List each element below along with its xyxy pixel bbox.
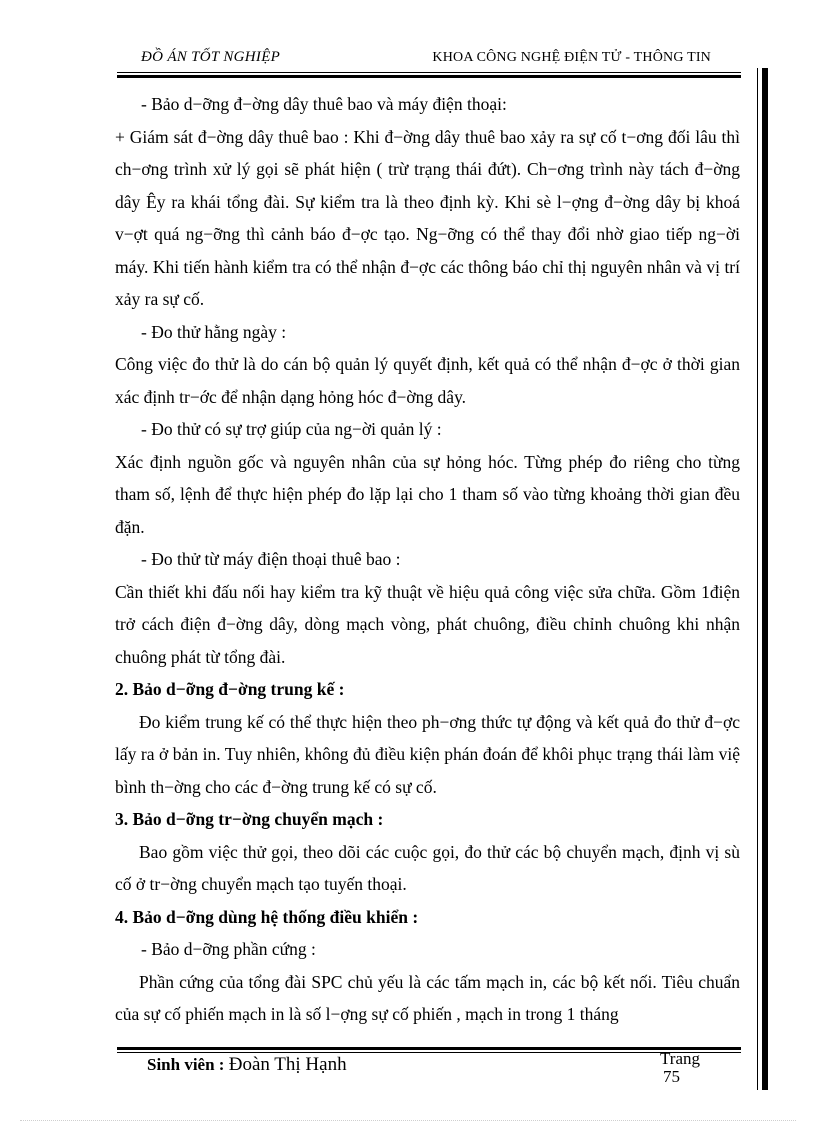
paragraph-phone-test: Cần thiết khi đấu nối hay kiểm tra kỹ thuật về hiệu quả công việc sửa chữa. Gồm 1điện trở cách điện đ−ờng dây, dòng mạch vòng, phát chuông, điều chỉnh chuông khi nhận chuông phát từ tổng đài. bbox=[115, 581, 740, 667]
page-frame-shadow bbox=[762, 68, 768, 1090]
section-heading-control-system: 4. Bảo d−ỡng dùng hệ thống điều khiển : bbox=[115, 906, 419, 927]
header-rule bbox=[117, 72, 741, 73]
header-faculty: KHOA CÔNG NGHỆ ĐIỆN TỬ - THÔNG TIN bbox=[432, 50, 711, 65]
footer-page bbox=[660, 1050, 700, 1086]
paragraph-switching-field: Bao gồm việc thử gọi, theo dõi các cuộc gọi, đo thử các bộ chuyển mạch, định vị sù cố ở tr−ờng chuyển mạch tạo tuyến thoại. bbox=[115, 841, 740, 894]
footer-rule bbox=[117, 1052, 741, 1053]
page-label: Trang bbox=[660, 1049, 700, 1068]
header-rule-thick bbox=[117, 75, 741, 78]
student-label: Sinh viên : bbox=[147, 1055, 225, 1074]
page-frame-right-line bbox=[757, 68, 758, 1090]
subheading-subscriber-line-maintenance: - Bảo d−ỡng đ−ờng dây thuê bao và máy điện thoại: bbox=[141, 94, 507, 114]
page-number: 75 bbox=[663, 1067, 680, 1086]
page-header bbox=[117, 48, 741, 70]
paragraph-assisted-test: Xác định nguồn gốc và nguyên nhân của sự hỏng hóc. Từng phép đo riêng cho từng tham số, lệnh để thực hiện phép đo lặp lại cho 1 tham số vào từng khoảng thời gian đều đặn. bbox=[115, 451, 740, 537]
subheading-daily-test: - Đo thử hằng ngày : bbox=[141, 321, 287, 342]
paragraph-trunk: Đo kiểm trung kế có thể thực hiện theo ph−ơng thức tự động và kết quả đo thử đ−ợc lấy ra ở bản in. Tuy nhiên, không đủ điều kiện phán đoán để khôi phục trạng thái làm việ bình th−ờng cho các đ−ờng trung kế có sự cố. bbox=[115, 711, 740, 797]
page-edge-dotted bbox=[20, 1120, 796, 1121]
footer-rule-thick bbox=[117, 1047, 741, 1050]
header-project-title: ĐỒ ÁN TỐT NGHIỆP bbox=[141, 49, 281, 65]
section-heading-trunk: 2. Bảo d−ỡng đ−ờng trung kế : bbox=[115, 679, 345, 699]
subheading-hardware: - Bảo d−ỡng phần cứng : bbox=[141, 939, 316, 959]
footer-student bbox=[147, 1054, 347, 1076]
page-body bbox=[115, 88, 740, 1031]
student-name: Đoàn Thị Hạnh bbox=[228, 1054, 347, 1075]
paragraph-hardware: Phần cứng của tổng đài SPC chủ yếu là các tấm mạch in, các bộ kết nối. Tiêu chuẩn của sự cố phiến mạch in là số l−ợng sự cố phiến , mạch in trong 1 tháng bbox=[115, 971, 740, 1024]
paragraph-daily-test: Công việc đo thử là do cán bộ quản lý quyết định, kết quả có thể nhận đ−ợc ở thời gian xác định tr−ớc để nhận dạng hỏng hóc đ−ờng dây. bbox=[115, 354, 740, 407]
section-heading-switching-field: 3. Bảo d−ỡng tr−ờng chuyển mạch : bbox=[115, 809, 384, 829]
subheading-phone-test: - Đo thử từ máy điện thoại thuê bao : bbox=[141, 549, 401, 569]
paragraph-line-monitoring: + Giám sát đ−ờng dây thuê bao : Khi đ−ờng dây thuê bao xảy ra sự cố t−ơng đối lâu thì ch−ơng trình xử lý gọi sẽ phát hiện ( trừ trạng thái đứt). Ch−ơng trình này tách đ−ờng dây Êy ra khái tổng đài. Sự kiểm tra là theo định kỳ. Khi sè l−ợng đ−ờng dây bị khoá v−ợt quá ng−ỡng thì cảnh báo đ−ợc tạo. Ng−ỡng có thể thay đổi nhờ giao tiếp ng−ời máy. Khi tiến hành kiểm tra có thể nhận đ−ợc các thông báo chỉ thị nguyên nhân và vị trí xảy ra sự cố. bbox=[115, 126, 740, 309]
subheading-assisted-test: - Đo thử có sự trợ giúp của ng−ời quản lý : bbox=[141, 419, 442, 439]
